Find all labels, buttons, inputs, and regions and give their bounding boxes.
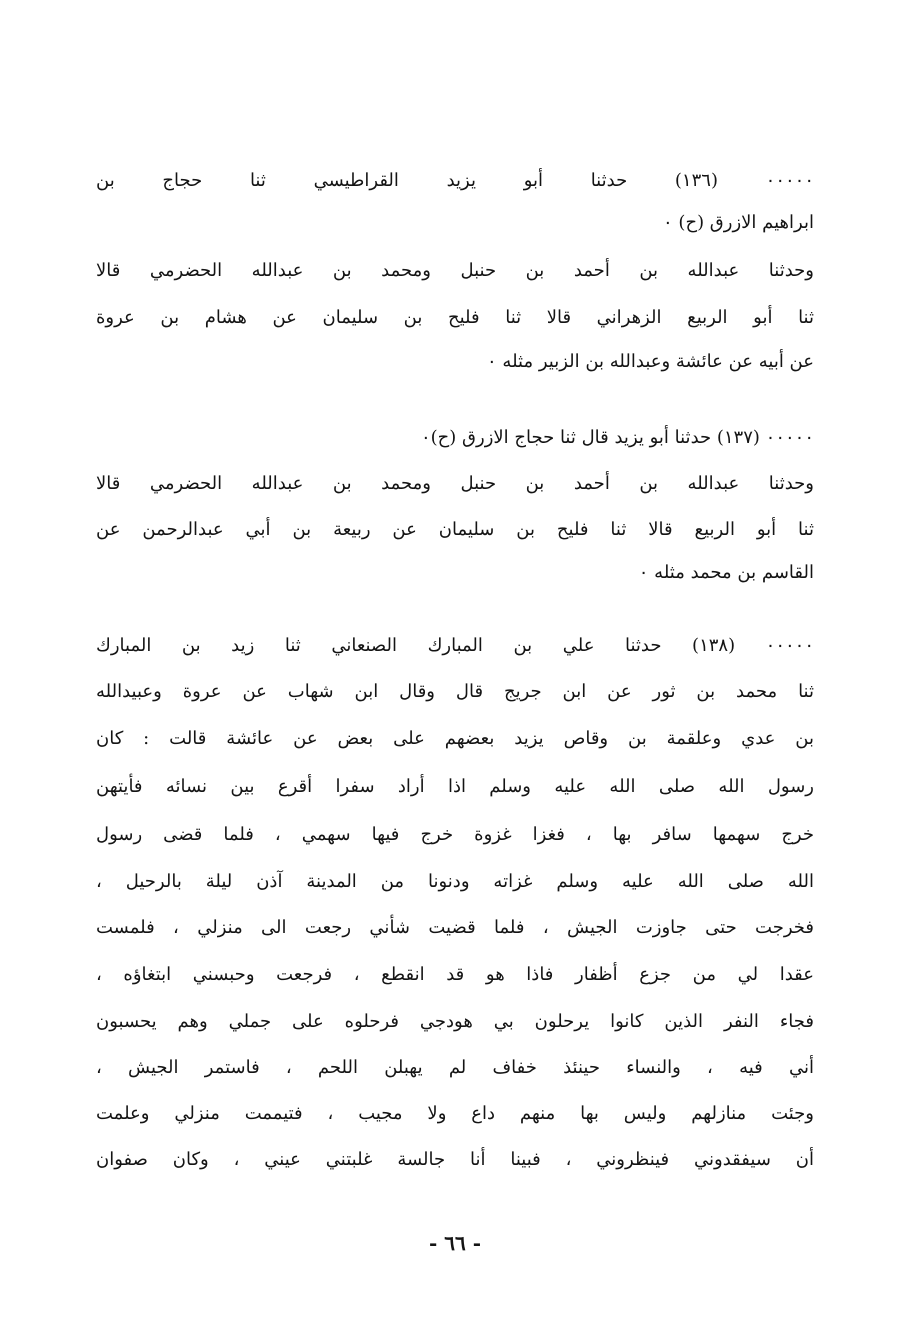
hadith-137-line-2: وحدثنا عبدالله بن أحمد بن حنبل ومحمد بن عبدالله الحضرمي قالا	[96, 473, 814, 494]
hadith-137-line-3: ثنا أبو الربيع قالا ثنا فليح بن سليمان عن ربيعة بن أبي عبدالرحمن عن	[96, 519, 814, 540]
hadith-138-line-6: الله صلى الله عليه وسلم غزاته ودنونا من المدينة آذن ليلة بالرحيل ،	[96, 871, 814, 892]
hadith-136-line-2: ابراهيم الازرق (ح) ٠	[663, 212, 814, 233]
paragraph-2-line-2: ثنا أبو الربيع الزهراني قالا ثنا فليح بن سليمان عن هشام بن عروة	[96, 307, 814, 328]
hadith-138-line-10: أني فيه ، والنساء حينئذ خفاف لم يهبلن اللحم ، فاستمر الجيش ،	[96, 1057, 814, 1078]
hadith-137-line-4: القاسم بن محمد مثله ٠	[638, 562, 814, 583]
paragraph-2-line-3: عن أبيه عن عائشة وعبدالله بن الزبير مثله ٠	[487, 351, 814, 372]
hadith-137-line-1: ٠٠٠٠٠ (١٣٧) حدثنا أبو يزيد قال ثنا حجاج الازرق (ح)٠	[420, 427, 814, 448]
hadith-138-line-4: رسول الله صلى الله عليه وسلم اذا أراد سفرا أقرع بين نسائه فأيتهن	[96, 776, 814, 797]
hadith-138-line-7: فخرجت حتى جاوزت الجيش ، فلما قضيت شأني رجعت الى منزلي ، فلمست	[96, 917, 814, 938]
hadith-138-line-1: ٠٠٠٠٠ (١٣٨) حدثنا علي بن المبارك الصنعاني ثنا زيد بن المبارك	[96, 635, 814, 656]
hadith-138-line-9: فجاء النفر الذين كانوا يرحلون بي هودجي فرحلوه على جملي وهم يحسبون	[96, 1011, 814, 1032]
paragraph-2-line-1: وحدثنا عبدالله بن أحمد بن حنبل ومحمد بن عبدالله الحضرمي قالا	[96, 260, 814, 281]
hadith-138-line-11: وجئت منازلهم وليس بها منهم داع ولا مجيب ، فتيممت منزلي وعلمت	[96, 1103, 814, 1124]
hadith-138-line-5: خرج سهمها سافر بها ، فغزا غزوة خرج فيها سهمي ، فلما قضى رسول	[96, 824, 814, 845]
hadith-138-line-12: أن سيفقدوني فينظروني ، فبينا أنا جالسة غلبتني عيني ، وكان صفوان	[96, 1149, 814, 1170]
hadith-138-line-3: بن عدي وعلقمة بن وقاص يزيد بعضهم على بعض عن عائشة قالت : كان	[96, 728, 814, 749]
hadith-138-line-2: ثنا محمد بن ثور عن ابن جريج قال وقال ابن شهاب عن عروة وعبيدالله	[96, 681, 814, 702]
hadith-138-line-8: عقدا لي من جزع أظفار فاذا هو قد انقطع ، فرجعت وحبسني ابتغاؤه ،	[96, 964, 814, 985]
page-number: - ٦٦ -	[428, 1231, 481, 1255]
hadith-136-line-1: ٠٠٠٠٠ (١٣٦) حدثنا أبو يزيد القراطيسي ثنا حجاج بن	[96, 170, 814, 191]
